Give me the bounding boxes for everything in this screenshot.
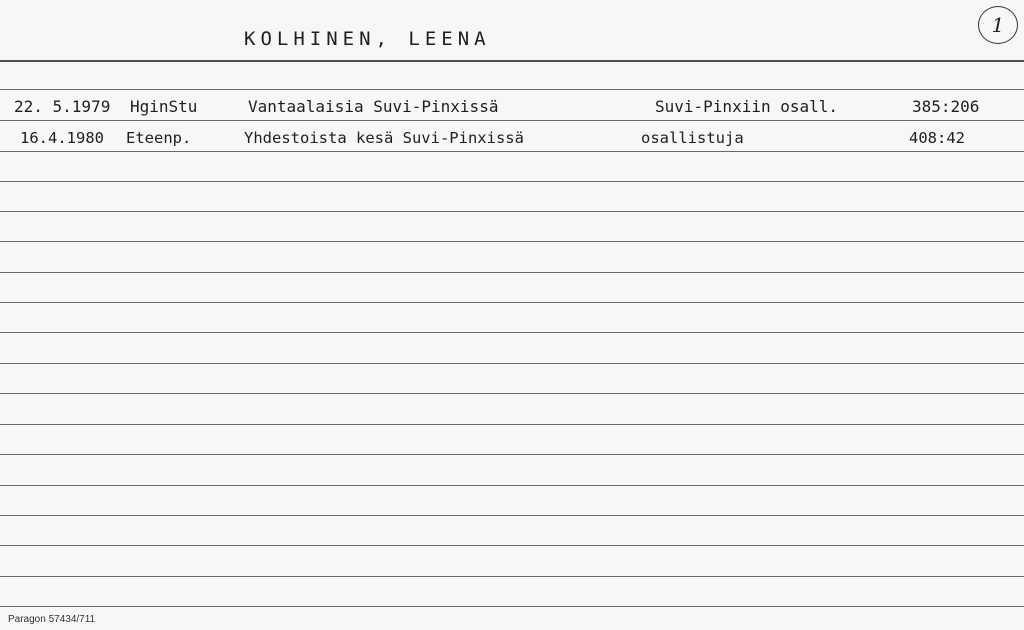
line-rule: [0, 424, 1024, 425]
entry-subject: osallistuja: [641, 129, 744, 147]
card-footer: Paragon 57434/711: [8, 614, 96, 625]
line-rule: [0, 241, 1024, 242]
line-rule: [0, 120, 1024, 121]
entry-date: 16.4.1980: [20, 129, 104, 147]
card-number-circle: 1: [978, 6, 1018, 44]
line-rule: [0, 454, 1024, 455]
line-rule: [0, 545, 1024, 546]
line-rule: [0, 302, 1024, 303]
entry-title: Yhdestoista kesä Suvi-Pinxissä: [244, 129, 524, 147]
line-rule: [0, 485, 1024, 486]
entry-source: HginStu: [130, 97, 198, 116]
card-title: KOLHINEN, LEENA: [244, 28, 491, 50]
header-rule: [0, 60, 1024, 62]
entry-date: 22. 5.1979: [14, 97, 111, 116]
line-rule: [0, 211, 1024, 212]
entry-source: Eteenp.: [126, 129, 192, 147]
line-rule: [0, 393, 1024, 394]
entry-ref: 408:42: [909, 129, 965, 147]
line-rule: [0, 89, 1024, 90]
line-rule: [0, 181, 1024, 182]
line-rule: [0, 272, 1024, 273]
entry-subject: Suvi-Pinxiin osall.: [655, 97, 839, 116]
entry-ref: 385:206: [912, 97, 980, 116]
line-rule: [0, 151, 1024, 152]
line-rule: [0, 576, 1024, 577]
entry-title: Vantaalaisia Suvi-Pinxissä: [248, 97, 499, 116]
line-rule: [0, 606, 1024, 607]
line-rule: [0, 363, 1024, 364]
line-rule: [0, 515, 1024, 516]
line-rule: [0, 332, 1024, 333]
